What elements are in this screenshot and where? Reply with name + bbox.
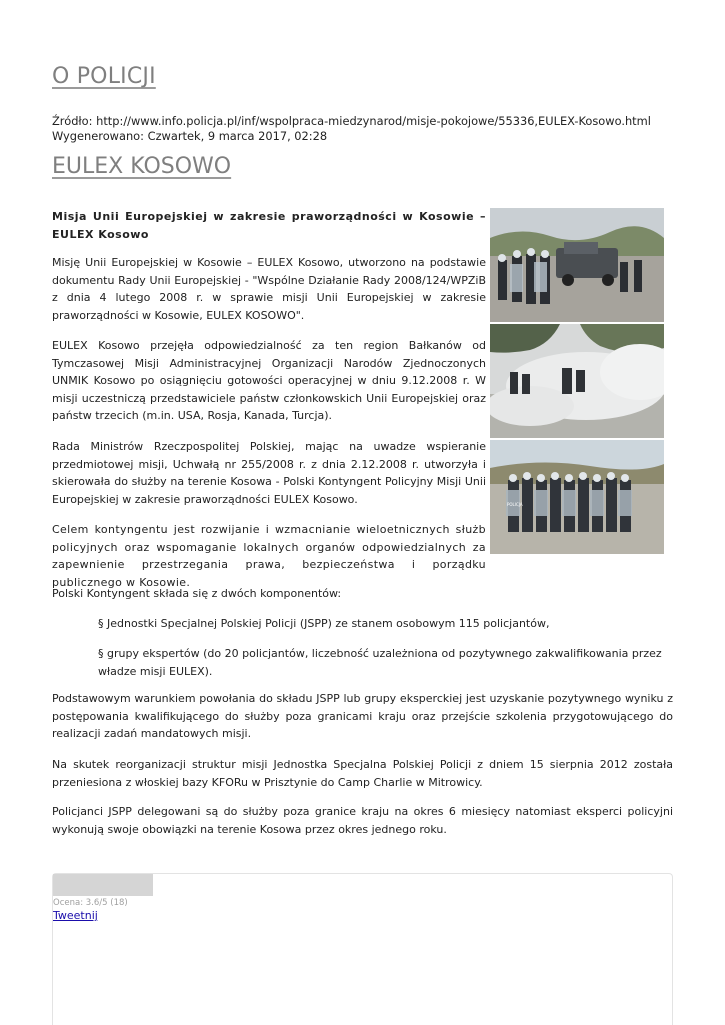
- tweet-link[interactable]: Tweetnij: [53, 909, 98, 922]
- list-item: § Jednostki Specjalnej Polskiej Policji (JSPP) ze stanem osobowym 115 policjantów,: [98, 617, 550, 630]
- rating-widget: [52, 873, 673, 1025]
- paragraph: Celem kontyngentu jest rozwijanie i wzmacnianie wieloetnicznych służb policyjnych oraz wspomaganie lokalnych organów odpowiedzialnych za zapewnienie przestrzegania prawa, bezpieczeństwa i porządku publicznego w Kosowie.: [52, 523, 486, 589]
- rating-stars[interactable]: [53, 874, 153, 896]
- document-meta: [52, 114, 651, 144]
- article-title: EULEX KOSOWO: [52, 154, 232, 179]
- paragraph: Na skutek reorganizacji struktur misji Jednostka Specjalna Polskiej Policji z dniem 15 sierpnia 2012 została przeniesiona z włoskiej bazy KFORu w Prisztynie do Camp Charlie w Mitrowicy.: [52, 758, 673, 789]
- photo-tear-gas: [490, 324, 664, 438]
- source-url: Źródło: http://www.info.policja.pl/inf/wspolpraca-miedzynarod/misje-pokojowe/55336,EULEX-Kosowo.html: [52, 114, 651, 128]
- generated-date: Wygenerowano: Czwartek, 9 marca 2017, 02:28: [52, 129, 328, 143]
- rating-text: Ocena: 3.6/5 (18): [53, 898, 128, 908]
- shield-label: POLICJA: [507, 502, 523, 507]
- paragraph: Policjanci JSPP delegowani są do służby poza granice kraju na okres 6 miesięcy natomiast eksperci policyjni wykonują swoje obowiązki na terenie Kosowa przez okres jednego roku.: [52, 805, 673, 836]
- photo-column: [490, 208, 664, 556]
- article-lead: Misja Unii Europejskiej w zakresie praworządności w Kosowie – EULEX Kosowo: [52, 210, 486, 241]
- photo-police-line: [490, 440, 664, 554]
- paragraph: Misję Unii Europejskiej w Kosowie – EULEX Kosowo, utworzono na podstawie dokumentu Rady Unii Europejskiej - "Wspólne Działanie Rady 2008/124/WPZiB z dnia 4 lutego 2008 r. w sprawie misji Unii Europejskiej w zakresie praworządności w Kosowie, EULEX KOSOWO".: [52, 256, 486, 322]
- paragraph: Rada Ministrów Rzeczpospolitej Polskiej, mając na uwadze wspieranie przedmiotowej misji, Uchwałą nr 255/2008 r. z dnia 2.12.2008 r. utworzyła i skierowała do służby na terenie Kosowa - Polski Kontyngent Policyjny Misji Unii Europejskiej w zakresie praworządności EULEX Kosowo.: [52, 440, 486, 506]
- paragraph: EULEX Kosowo przejęła odpowiedzialność za ten region Bałkanów od Tymczasowej Misji Administracyjnej Organizacji Narodów Zjednoczonych UNMIK Kosowo po osiągnięciu gotowości operacyjnej w dniu 9.12.2008 r. W misji uczestniczą przedstawiciele państw członkowskich Unii Europejskiej oraz państw trzecich (m.in. USA, Rosja, Kanada, Turcja).: [52, 339, 486, 422]
- list-item: § grupy ekspertów (do 20 policjantów, liczebność uzależniona od pozytywnego zakwalifikowania przez władze misji EULEX).: [98, 647, 662, 678]
- photo-police-vehicle: [490, 208, 664, 322]
- paragraph: Podstawowym warunkiem powołania do składu JSPP lub grupy eksperckiej jest uzyskanie pozytywnego wyniku z postępowania kwalifikującego do służby poza granicami kraju oraz przejście szkolenia przygotowującego do realizacji zadań mandatowych misji.: [52, 692, 673, 740]
- paragraph: Polski Kontyngent składa się z dwóch komponentów:: [52, 587, 342, 600]
- site-title: O POLICJI: [52, 64, 156, 89]
